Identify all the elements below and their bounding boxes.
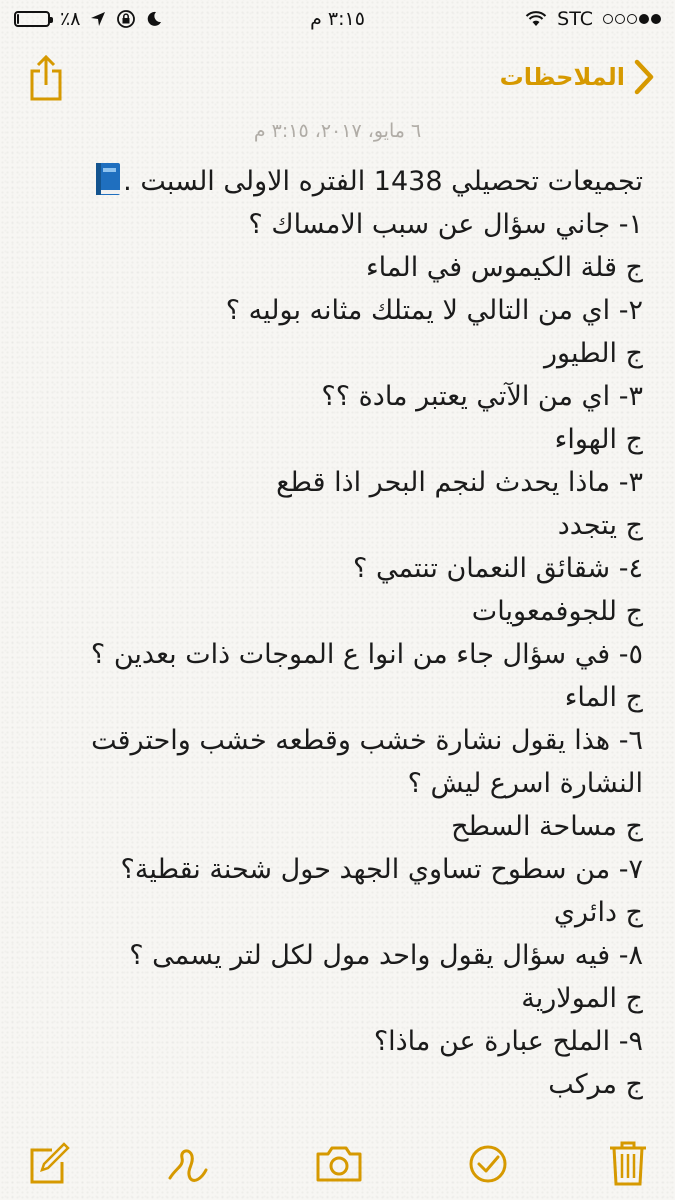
share-icon <box>26 53 66 103</box>
note-lines <box>40 203 643 1106</box>
note-line: ج الهواء <box>554 424 643 455</box>
note-title: تجميعات تحصيلي 1438 الفتره الاولى السبت . <box>123 166 643 197</box>
note-line: ٨- فيه سؤال يقول واحد مول لكل لتر يسمى ؟ <box>129 940 643 971</box>
signal-dot <box>651 14 661 24</box>
note-line: ٣- اي من الآتي يعتبر مادة ؟؟ <box>321 381 643 412</box>
checklist-button[interactable] <box>466 1138 510 1188</box>
signal-dot <box>603 14 613 24</box>
status-time: ٣:١٥ م <box>310 8 365 30</box>
trash-icon <box>606 1138 650 1188</box>
signal-dot <box>615 14 625 24</box>
back-button[interactable] <box>500 59 655 95</box>
note-title-line <box>40 160 643 203</box>
nav-bar <box>0 45 675 107</box>
signal-dot <box>639 14 649 24</box>
note-body[interactable] <box>40 160 643 1106</box>
share-button[interactable] <box>26 53 66 103</box>
battery-percent: ٪٨ <box>60 8 81 30</box>
blue-book-icon <box>93 162 123 196</box>
note-line: ٤- شقائق النعمان تنتمي ؟ <box>353 553 643 584</box>
note-line: ٩- الملح عبارة عن ماذا؟ <box>373 1026 643 1057</box>
carrier-name: STC <box>557 8 593 30</box>
note-line: ج الطيور <box>543 338 643 369</box>
note-line: ٥- في سؤال جاء من انوا ع الموجات ذات بعدين ؟ <box>90 639 643 670</box>
compose-button[interactable] <box>26 1138 70 1188</box>
note-line: ج قلة الكيموس في الماء <box>365 252 643 283</box>
sketch-button[interactable] <box>166 1138 210 1188</box>
back-label: الملاحظات <box>499 63 625 91</box>
note-line: ج مساحة السطح <box>451 811 643 842</box>
note-line: ج مركب <box>548 1069 643 1100</box>
signal-dots-icon <box>603 14 661 24</box>
bottom-toolbar <box>0 1130 675 1200</box>
note-date: ٦ مايو، ٢٠١٧، ٣:١٥ م <box>253 120 422 142</box>
signal-dot <box>627 14 637 24</box>
note-line: ج الماء <box>564 682 643 713</box>
note-line: ج دائري <box>553 897 643 928</box>
camera-icon <box>314 1138 364 1188</box>
note-line: ٣- ماذا يحدث لنجم البحر اذا قطع <box>276 467 643 498</box>
delete-button[interactable] <box>606 1138 650 1188</box>
note-line: ج المولارية <box>521 983 643 1014</box>
checklist-icon <box>466 1138 510 1188</box>
wifi-icon <box>525 11 547 27</box>
chevron-right-icon <box>633 59 655 95</box>
note-line: ٧- من سطوح تساوي الجهد حول شحنة نقطية؟ <box>120 854 643 885</box>
status-right <box>525 8 661 30</box>
status-bar <box>0 0 675 40</box>
note-line: ج يتجدد <box>557 510 643 541</box>
note-line: ٢- اي من التالي لا يمتلك مثانه بوليه ؟ <box>225 295 643 326</box>
camera-button[interactable] <box>314 1138 364 1188</box>
note-line: ج للجوفمعويات <box>471 596 643 627</box>
note-line: ١- جاني سؤال عن سبب الامساك ؟ <box>248 209 643 240</box>
sketch-icon <box>166 1138 210 1188</box>
note-line: ٦- هذا يقول نشارة خشب وقطعه خشب واحترقت النشارة اسرع ليش ؟ <box>91 725 643 799</box>
compose-icon <box>26 1138 70 1188</box>
